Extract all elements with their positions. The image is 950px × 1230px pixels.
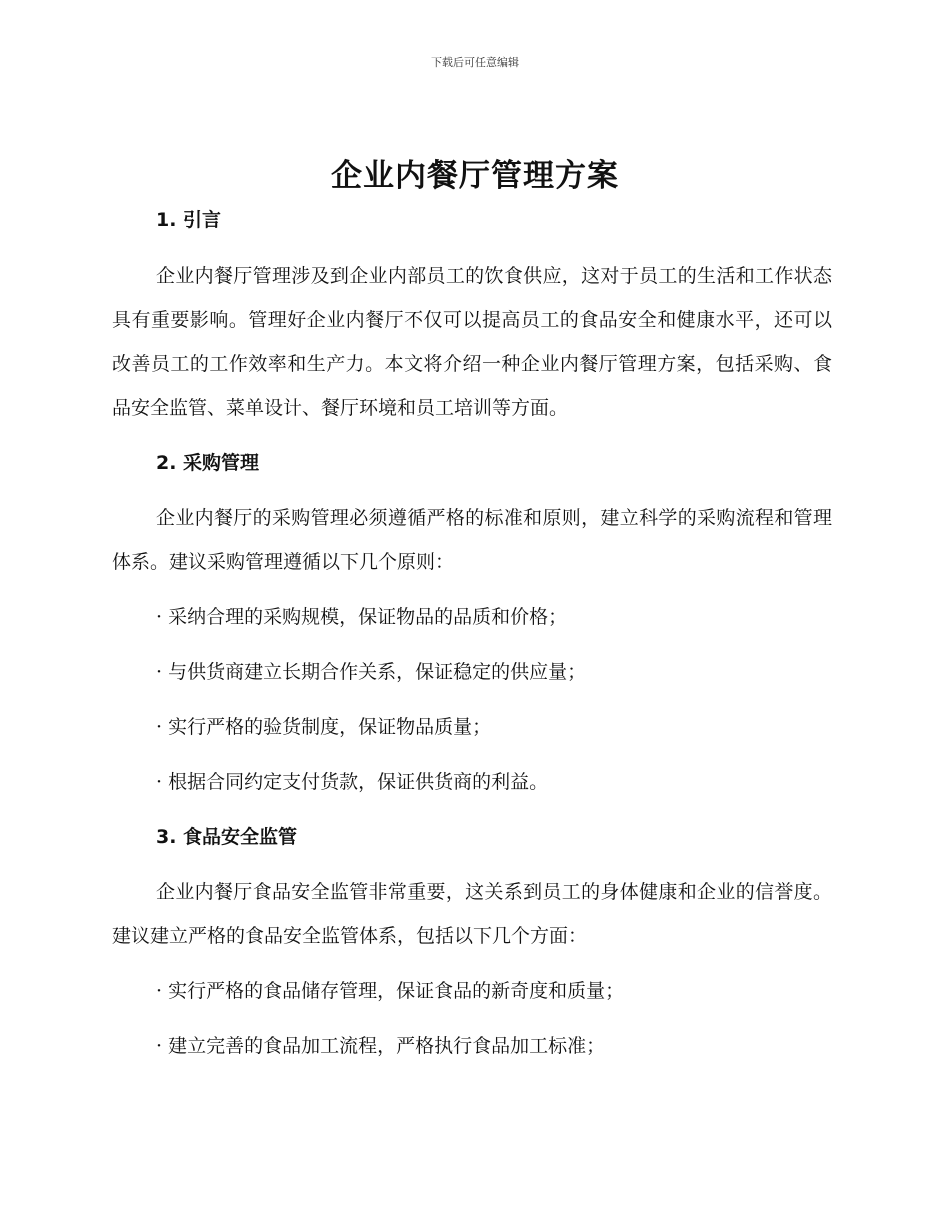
section-heading: 1. 引言 xyxy=(156,209,222,231)
section-paragraph: 企业内餐厅的采购管理必须遵循严格的标准和原则，建立科学的采购流程和管理体系。建议采购管理遵循以下几个原则： xyxy=(112,507,832,573)
section-heading: 2. 采购管理 xyxy=(156,452,260,474)
list-item: · 与供货商建立长期合作关系，保证稳定的供应量； xyxy=(156,661,587,683)
document-body xyxy=(112,198,832,1068)
list-item: · 采纳合理的采购规模，保证物品的品质和价格； xyxy=(156,606,568,628)
section-introduction xyxy=(112,198,832,430)
section-heading: 3. 食品安全监管 xyxy=(156,826,298,848)
section-procurement xyxy=(112,441,832,804)
section-paragraph: 企业内餐厅管理涉及到企业内部员工的饮食供应，这对于员工的生活和工作状态具有重要影响。管理好企业内餐厅不仅可以提高员工的食品安全和健康水平，还可以改善员工的工作效率和生产力。本文将介绍一种企业内餐厅管理方案，包括采购、食品安全监管、菜单设计、餐厅环境和员工培训等方面。 xyxy=(112,265,832,419)
page-header-note: 下载后可任意编辑 xyxy=(431,56,519,69)
section-food-safety xyxy=(112,815,832,1068)
list-item: · 根据合同约定支付货款，保证供货商的利益。 xyxy=(156,771,549,793)
list-item: · 实行严格的验货制度，保证物品质量； xyxy=(156,716,492,738)
list-item: · 实行严格的食品储存管理，保证食品的新奇度和质量； xyxy=(156,980,625,1002)
list-item: · 建立完善的食品加工流程，严格执行食品加工标准； xyxy=(156,1035,606,1057)
section-paragraph: 企业内餐厅食品安全监管非常重要，这关系到员工的身体健康和企业的信誉度。建议建立严格的食品安全监管体系，包括以下几个方面： xyxy=(112,881,832,947)
document-title: 企业内餐厅管理方案 xyxy=(331,158,619,194)
